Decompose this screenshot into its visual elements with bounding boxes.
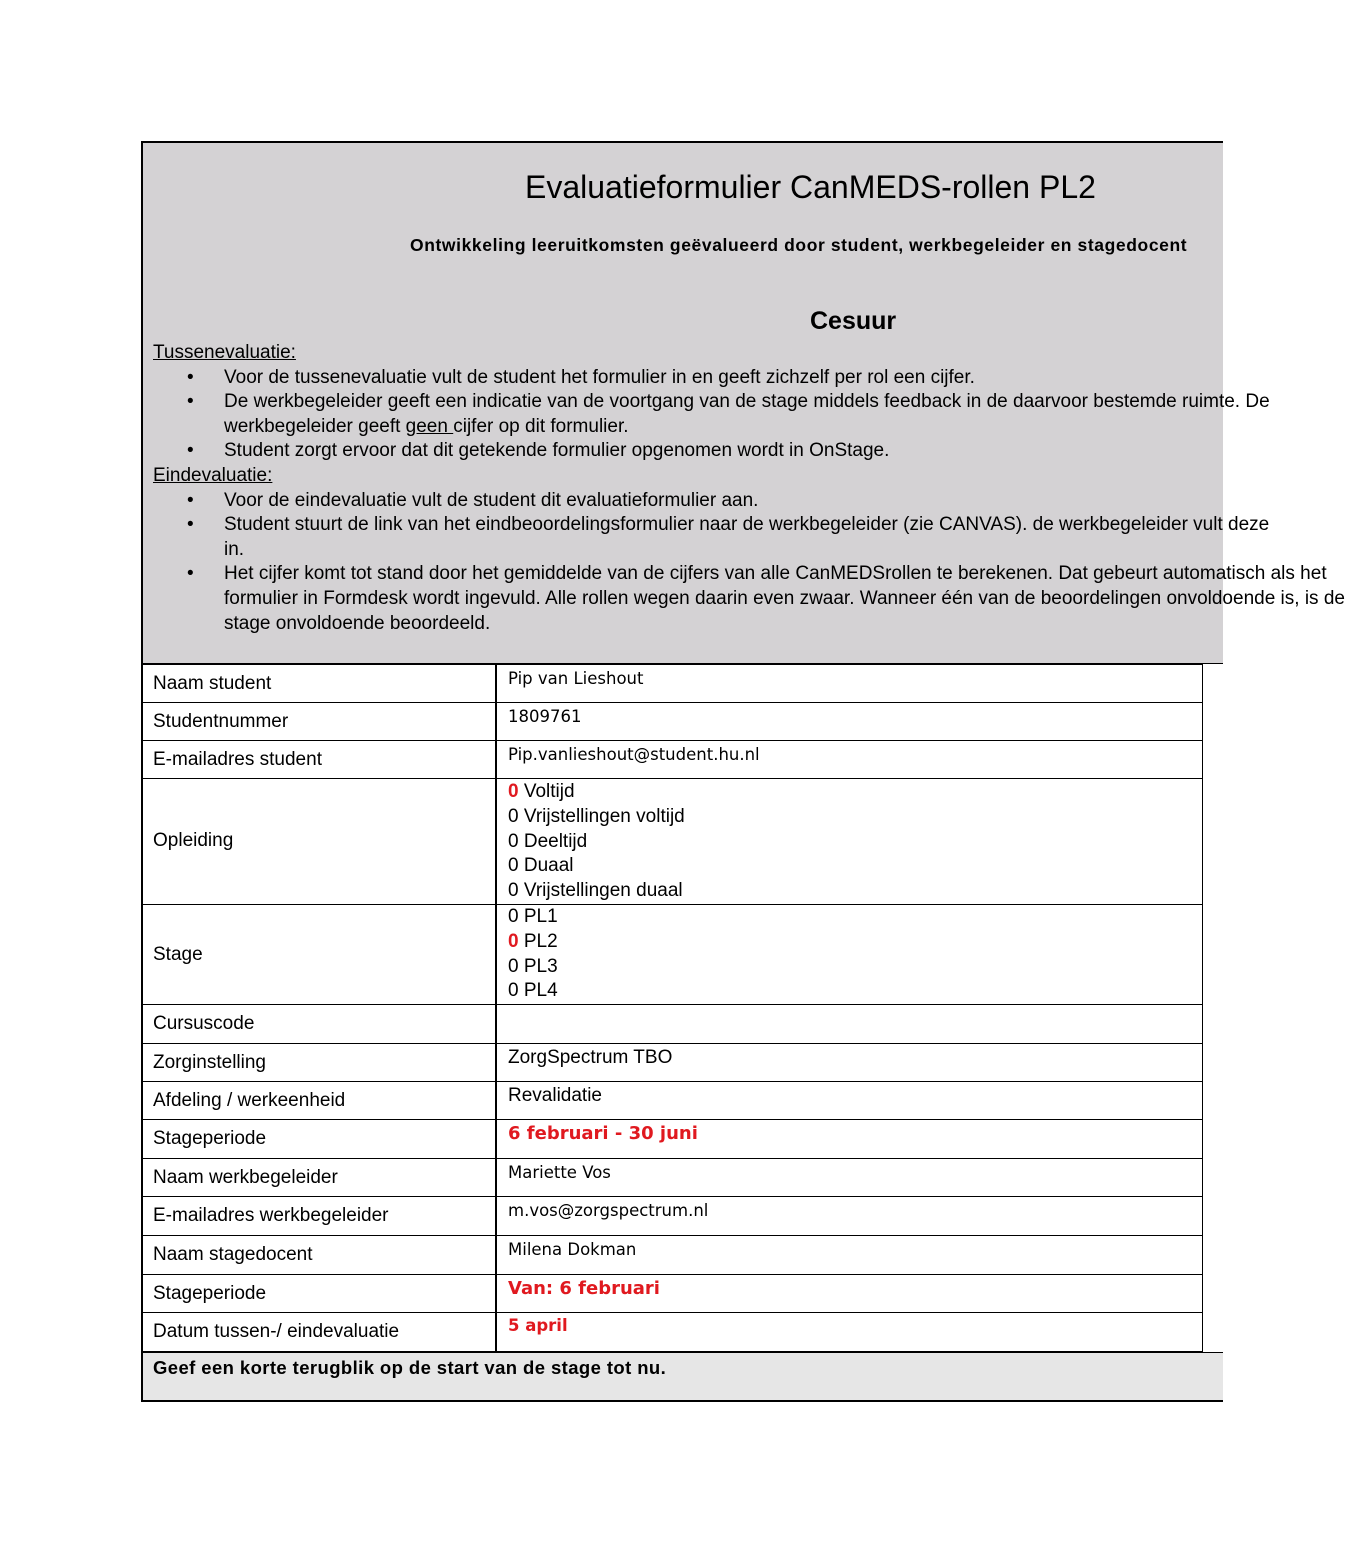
stage-options (496, 904, 1203, 1004)
terugblik-prompt[interactable]: Geef een korte terugblik op de start van de stage tot nu. (143, 1352, 1223, 1400)
table-row (143, 1044, 1203, 1082)
opleiding-options (496, 779, 1203, 905)
email-werkbegeleider-field[interactable]: m.vos@zorgspectrum.nl (496, 1197, 1203, 1236)
table-row (143, 1120, 1203, 1159)
field-label: Zorginstelling (143, 1044, 496, 1082)
bullet-icon: • (187, 563, 194, 585)
field-label: E-mailadres werkbegeleider (143, 1197, 496, 1236)
zorginstelling-field[interactable]: ZorgSpectrum TBO (496, 1044, 1203, 1082)
option-vrijstellingen-voltijd[interactable]: 0 Vrijstellingen voltijd (508, 805, 685, 827)
bullet-icon: • (187, 366, 194, 388)
form-header (143, 143, 1345, 664)
emphasis-geen: geen (405, 415, 454, 437)
studentnummer-field[interactable]: 1809761 (496, 703, 1203, 741)
bullet-icon: • (187, 489, 194, 511)
naam-student-field[interactable]: Pip van Lieshout (496, 665, 1203, 703)
bullet-text: in. (224, 538, 245, 560)
eindevaluatie-heading: Eindevaluatie: (153, 464, 273, 486)
bullet-text: Voor de tussenevaluatie vult de student het formulier in en geeft zichzelf per rol een cijfer. (224, 366, 975, 388)
bullet-text: formulier in Formdesk wordt ingevuld. Alle rollen wegen daarin even zwaar. Wanneer één van de beoordelingen onvoldoende is, is de (224, 587, 1345, 609)
instructions (153, 341, 1353, 636)
form-subtitle: Ontwikkeling leeruitkomsten geëvalueerd door student, werkbegeleider en stagedocent (410, 235, 1188, 255)
table-row (143, 779, 1203, 905)
bullet-text: De werkbegeleider geeft een indicatie van de voortgang van de stage middels feedback in de daarvoor bestemde ruimte. De (224, 391, 1270, 413)
bullet-text: Student zorgt ervoor dat dit getekende formulier opgenomen wordt in OnStage. (224, 440, 890, 462)
table-row (143, 1159, 1203, 1197)
form-title: Evaluatieformulier CanMEDS-rollen PL2 (525, 169, 1096, 205)
tussenevaluatie-heading: Tussenevaluatie: (153, 342, 296, 363)
field-label: Naam werkbegeleider (143, 1159, 496, 1197)
stageperiode-field[interactable]: 6 februari - 30 juni (496, 1120, 1203, 1159)
list-item (153, 390, 1353, 439)
field-label: Datum tussen-/ eindevaluatie (143, 1313, 496, 1352)
naam-stagedocent-field[interactable]: Milena Dokman (496, 1236, 1203, 1275)
option-vrijstellingen-duaal[interactable]: 0 Vrijstellingen duaal (508, 880, 683, 902)
list-item (153, 489, 1353, 514)
naam-werkbegeleider-field[interactable]: Mariette Vos (496, 1159, 1203, 1197)
field-label: Opleiding (143, 779, 496, 905)
table-row (143, 1082, 1203, 1120)
option-pl2[interactable]: 0 PL2 (508, 930, 558, 952)
evaluation-form (141, 141, 1345, 1402)
email-student-field[interactable]: Pip.vanlieshout@student.hu.nl (496, 741, 1203, 779)
field-label: Afdeling / werkeenheid (143, 1082, 496, 1120)
option-duaal[interactable]: 0 Duaal (508, 855, 574, 877)
bullet-icon: • (187, 440, 194, 462)
field-label: E-mailadres student (143, 741, 496, 779)
list-item (153, 366, 1353, 391)
option-pl4[interactable]: 0 PL4 (508, 980, 558, 1002)
option-pl1[interactable]: 0 PL1 (508, 905, 558, 927)
field-label: Cursuscode (143, 1005, 496, 1044)
bullet-text: Voor de eindevaluatie vult de student dit evaluatieformulier aan. (224, 489, 759, 511)
table-row (143, 741, 1203, 779)
bullet-text: werkbegeleider geeft geen cijfer op dit formulier. (224, 415, 629, 437)
datum-evaluatie-field[interactable]: 5 april (496, 1313, 1203, 1352)
bullet-icon: • (187, 514, 194, 536)
table-row (143, 1236, 1203, 1275)
list-item (153, 439, 1353, 464)
field-label: Naam stagedocent (143, 1236, 496, 1275)
cesuur-heading: Cesuur (810, 307, 897, 335)
bullet-text: Student stuurt de link van het eindbeoordelingsformulier naar de werkbegeleider (zie CANVAS). de werkbegeleider vult deze (224, 514, 1270, 536)
cursuscode-field[interactable] (496, 1005, 1203, 1044)
table-row (143, 1275, 1203, 1313)
field-label: Stageperiode (143, 1120, 496, 1159)
stageperiode-van-field[interactable]: Van: 6 februari (496, 1275, 1203, 1313)
table-row (143, 904, 1203, 1004)
bullet-icon: • (187, 391, 194, 413)
table-row (143, 1313, 1203, 1352)
student-info-table (143, 664, 1203, 1352)
list-item (153, 562, 1353, 636)
option-pl3[interactable]: 0 PL3 (508, 955, 558, 977)
field-label: Studentnummer (143, 703, 496, 741)
table-row (143, 703, 1203, 741)
field-label: Stage (143, 904, 496, 1004)
bullet-text: Het cijfer komt tot stand door het gemiddelde van de cijfers van alle CanMEDSrollen te berekenen. Dat gebeurt automatisch als het (224, 563, 1327, 585)
table-row (143, 1005, 1203, 1044)
field-label: Naam student (143, 665, 496, 703)
table-row (143, 665, 1203, 703)
field-label: Stageperiode (143, 1275, 496, 1313)
option-voltijd[interactable]: 0 Voltijd (508, 781, 575, 802)
table-row (143, 1197, 1203, 1236)
bullet-text: stage onvoldoende beoordeeld. (224, 612, 491, 634)
option-deeltijd[interactable]: 0 Deeltijd (508, 830, 588, 852)
list-item (153, 513, 1353, 562)
afdeling-field[interactable]: Revalidatie (496, 1082, 1203, 1120)
